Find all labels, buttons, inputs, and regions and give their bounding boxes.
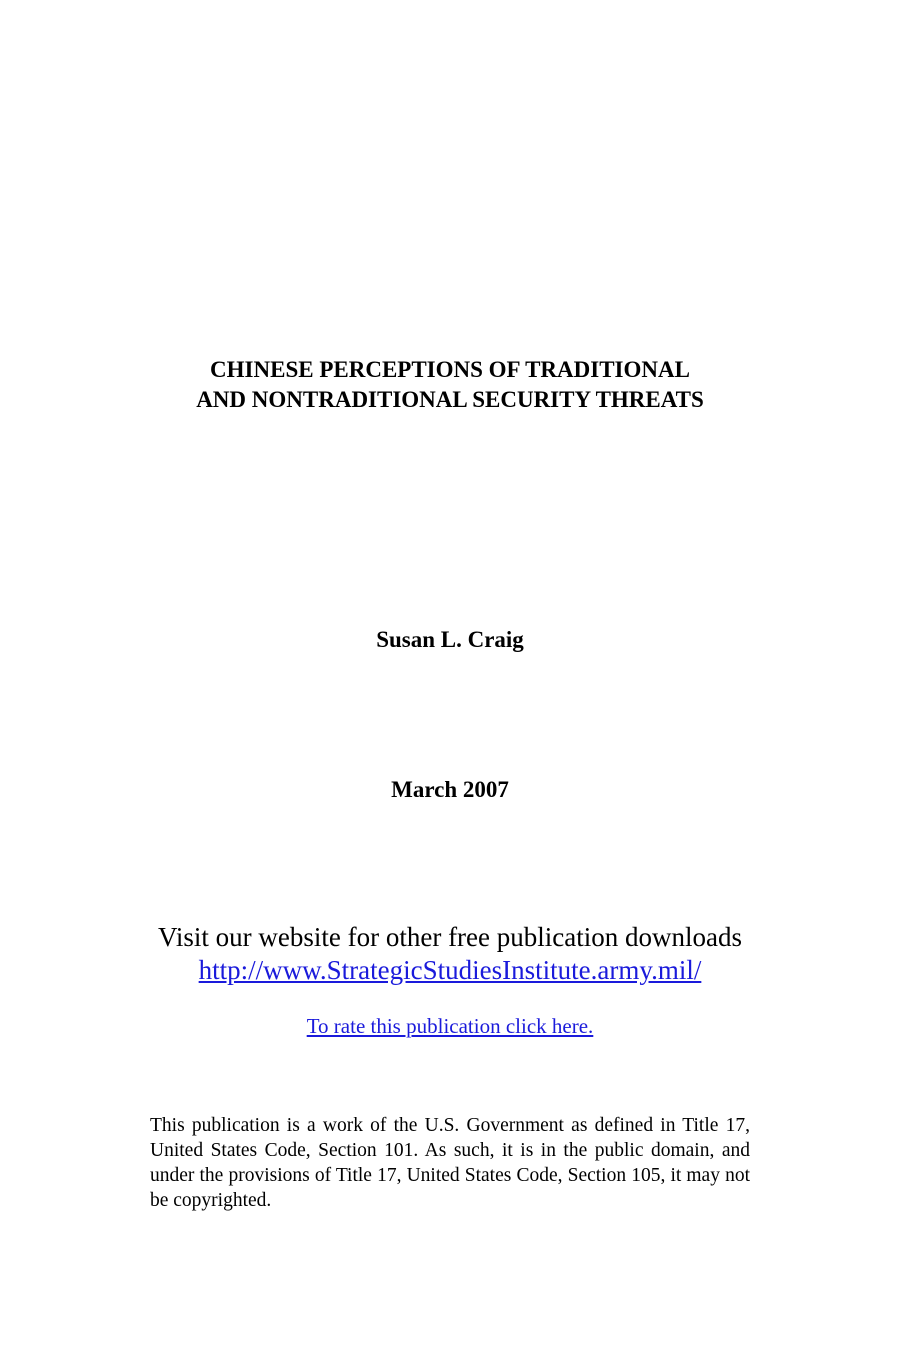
website-block xyxy=(0,921,900,987)
document-title xyxy=(0,355,900,415)
copyright-notice: This publication is a work of the U.S. Government as defined in Title 17, United States Code, Section 101. As such, it is in the public domain, and under the provisions of Title 17, United States Code, Section 105, it may not be copyrighted. xyxy=(150,1115,750,1211)
title-line-1: CHINESE PERCEPTIONS OF TRADITIONAL xyxy=(210,357,690,382)
rate-block xyxy=(0,1012,900,1040)
rate-publication-link[interactable]: To rate this publication click here. xyxy=(306,1014,594,1038)
website-link[interactable]: http://www.StrategicStudiesInstitute.army.mil/ xyxy=(198,955,702,985)
website-prompt: Visit our website for other free publication downloads xyxy=(158,922,742,952)
publication-date: March 2007 xyxy=(391,777,509,802)
title-line-2: AND NONTRADITIONAL SECURITY THREATS xyxy=(196,387,704,412)
author-name: Susan L. Craig xyxy=(376,627,524,652)
